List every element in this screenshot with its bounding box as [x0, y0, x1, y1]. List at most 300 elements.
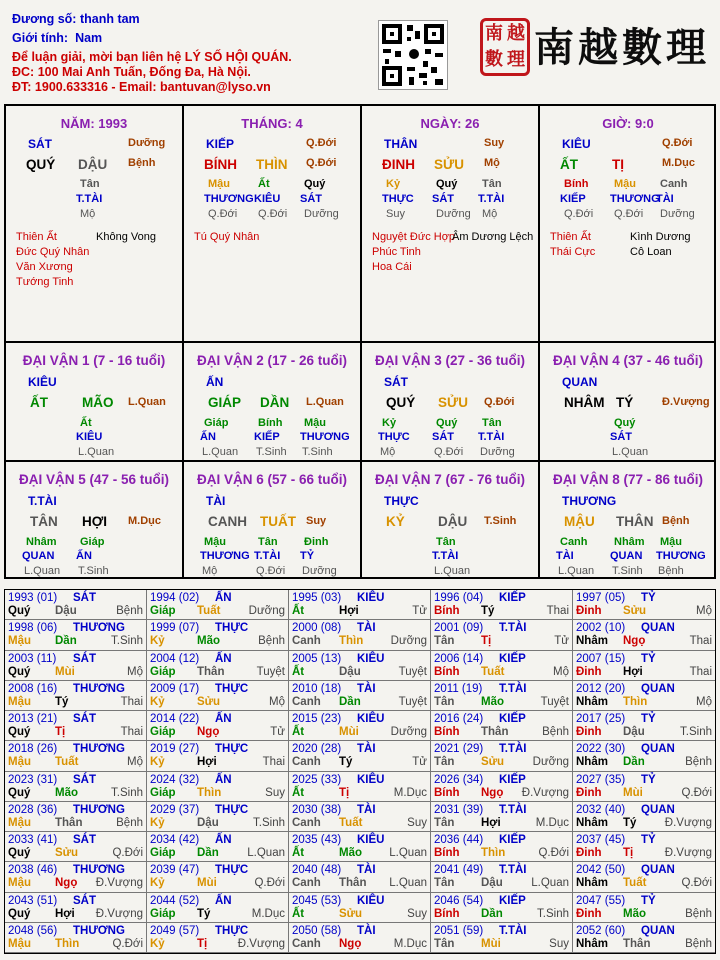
year-chi: Dần — [481, 907, 503, 920]
year-label: 2011 (19) — [434, 682, 483, 695]
year-label: 2016 (24) — [434, 713, 484, 725]
year-can: Kỷ — [150, 877, 165, 890]
year-cell — [573, 681, 715, 711]
year-phase: Mộ — [696, 695, 712, 708]
year-can: Bính — [434, 665, 460, 678]
year-phase: M.Dục — [251, 907, 285, 920]
year-star: SÁT — [73, 773, 96, 786]
dai-van-state: L.Quan — [306, 396, 344, 408]
year-label: 2000 (08) — [292, 622, 342, 635]
year-label: 2012 (20) — [576, 682, 626, 695]
year-star: QUAN — [641, 682, 675, 695]
year-cell — [147, 620, 289, 650]
pillar-cell — [362, 106, 538, 341]
year-chi: Dậu — [481, 877, 503, 890]
year-can: Đinh — [576, 726, 602, 738]
year-star: ẤN — [215, 894, 232, 907]
dai-van-cell — [6, 343, 182, 460]
year-chi: Sửu — [55, 847, 79, 859]
year-can: Bính — [434, 847, 460, 859]
year-can: Mậu — [8, 756, 31, 769]
pillar-cell — [184, 106, 360, 341]
pillar-chi: THÌN — [256, 157, 288, 172]
year-chi: Mùi — [55, 665, 75, 678]
year-chi: Mùi — [481, 937, 501, 950]
year-phase: M.Dục — [393, 937, 427, 950]
year-star: SÁT — [73, 894, 96, 907]
than-sat-left — [372, 230, 455, 275]
year-phase: Tuyệt — [398, 695, 427, 708]
year-phase: L.Quan — [247, 847, 285, 859]
year-can: Ất — [292, 726, 305, 738]
hidden-stem: Quý — [436, 417, 458, 429]
year-can: Ất — [292, 907, 305, 920]
year-phase: L.Quan — [389, 877, 427, 890]
hidden-phase: L.Quan — [202, 446, 239, 458]
year-cell — [573, 741, 715, 771]
year-label: 1995 (03) — [292, 592, 342, 604]
year-can: Kỷ — [150, 695, 165, 708]
year-label: 2032 (40) — [576, 803, 626, 816]
year-chi: Sửu — [339, 907, 363, 920]
hidden-phase: Q.Đới — [614, 208, 644, 220]
year-label: 1998 (06) — [8, 622, 58, 635]
year-can: Ất — [292, 786, 305, 799]
year-cell — [289, 620, 431, 650]
year-label: 2015 (23) — [292, 713, 342, 725]
pillar-main-star: KIẾP — [206, 137, 235, 151]
year-chi: Tuất — [623, 877, 647, 890]
year-cell — [573, 802, 715, 832]
owner-line — [12, 12, 140, 26]
year-cell — [5, 620, 147, 650]
year-cell — [431, 832, 573, 862]
year-phase: Q.Đới — [681, 786, 712, 799]
pillar-title: NGÀY: 26 — [420, 116, 480, 131]
contact-phone-email[interactable]: ĐT: 1900.633316 - Email: bantuvan@lyso.vn — [12, 80, 271, 94]
year-chi: Tý — [481, 605, 495, 617]
year-star: THỰC — [215, 924, 249, 937]
year-cell — [431, 802, 573, 832]
than-sat-right — [630, 230, 690, 260]
year-star: T.TÀI — [499, 743, 527, 756]
hidden-stem: Tân — [482, 178, 502, 190]
year-chi: Tị — [623, 847, 634, 859]
dai-van-chi: TUẤT — [260, 514, 296, 529]
year-can: Nhâm — [576, 816, 608, 829]
year-phase: Đ.Vượng — [237, 937, 285, 950]
year-star: SÁT — [73, 713, 96, 725]
year-phase: Bệnh — [685, 937, 712, 950]
year-can: Ất — [292, 605, 305, 617]
year-can: Ất — [292, 665, 305, 678]
dai-van-cell — [184, 462, 360, 581]
than-sat-left — [16, 230, 89, 290]
hidden-stem: Mậu — [660, 536, 682, 548]
hidden-star: TỶ — [300, 550, 315, 562]
year-star: KIẾP — [499, 652, 526, 665]
hidden-stem: Quý — [614, 417, 636, 429]
year-cell — [431, 681, 573, 711]
pillar-phase: Q.Đới — [662, 137, 693, 149]
year-can: Giáp — [150, 726, 176, 738]
year-label: 2033 (41) — [8, 834, 58, 846]
pillar-phase: Dưỡng — [128, 137, 166, 149]
than-sat-right — [452, 230, 533, 245]
pillar-state: Q.Đới — [306, 157, 337, 169]
year-can: Canh — [292, 937, 321, 950]
hidden-stem: Nhâm — [26, 536, 57, 548]
year-label: 2047 (55) — [576, 894, 626, 907]
year-chi: Thìn — [623, 695, 648, 708]
year-phase: L.Quan — [389, 847, 427, 859]
dai-van-title: ĐẠI VẬN 7 (67 - 76 tuổi) — [374, 472, 526, 487]
year-cell — [147, 923, 289, 953]
seal-stamp-icon — [480, 18, 530, 76]
year-star: THƯƠNG — [73, 743, 125, 756]
year-phase: Tuyệt — [540, 695, 569, 708]
hidden-star: QUAN — [22, 550, 55, 562]
year-cell — [289, 741, 431, 771]
hidden-phase: Dưỡng — [302, 565, 337, 577]
hidden-star: TÀI — [556, 550, 574, 562]
year-chi: Mão — [481, 695, 504, 708]
year-star: KIÊU — [357, 713, 385, 725]
year-star: THỰC — [215, 622, 249, 635]
year-can: Ất — [292, 847, 305, 859]
year-star: KIẾP — [499, 773, 526, 786]
year-chi: Mùi — [197, 877, 217, 890]
dai-van-star: SÁT — [384, 375, 408, 389]
year-label: 2021 (29) — [434, 743, 484, 756]
year-can: Canh — [292, 695, 321, 708]
dai-van-state: Suy — [306, 515, 327, 527]
year-cell — [5, 590, 147, 620]
year-chi: Mão — [55, 786, 78, 799]
dai-van-cell — [540, 343, 716, 460]
year-cell — [147, 893, 289, 923]
year-chi: Tuất — [197, 605, 221, 617]
year-chi: Thân — [197, 665, 225, 678]
hidden-star: TÀI — [656, 193, 674, 205]
than-sat-item: Văn Xương — [16, 261, 73, 273]
year-star: TỶ — [641, 713, 656, 725]
year-chi: Mão — [339, 847, 362, 859]
year-star: THƯƠNG — [73, 924, 125, 937]
year-label: 2028 (36) — [8, 803, 58, 816]
dai-van-state: L.Quan — [128, 396, 166, 408]
year-label: 2022 (30) — [576, 743, 626, 756]
year-star: ẤN — [215, 773, 232, 786]
year-label: 2004 (12) — [150, 652, 200, 665]
pillar-can: BÍNH — [204, 157, 237, 172]
hidden-phase: Dưỡng — [480, 446, 515, 458]
year-star: ẤN — [215, 592, 232, 604]
year-chi: Ngọ — [481, 786, 504, 799]
dai-van-chi: THÂN — [616, 514, 654, 529]
year-star: QUAN — [641, 864, 675, 877]
year-star: TÀI — [357, 864, 376, 877]
year-chi: Thìn — [197, 786, 222, 799]
dai-van-can: ẤT — [30, 395, 48, 410]
year-cell — [289, 923, 431, 953]
year-label: 2042 (50) — [576, 864, 626, 877]
year-chi: Dần — [623, 756, 645, 769]
year-can: Mậu — [8, 695, 31, 708]
dai-van-chi: SỬU — [438, 395, 468, 410]
hidden-star: T.TÀI — [432, 550, 459, 562]
than-sat-left — [550, 230, 595, 260]
year-cell — [573, 923, 715, 953]
year-cell — [573, 590, 715, 620]
year-phase: Dưỡng — [390, 635, 427, 648]
year-cell — [289, 832, 431, 862]
than-sat-item: Hoa Cái — [372, 261, 412, 273]
year-phase: Bệnh — [258, 635, 285, 648]
year-label: 1997 (05) — [576, 592, 626, 604]
dai-van-can: CANH — [208, 514, 247, 529]
hidden-phase: Mộ — [202, 565, 218, 577]
pillar-chi: TỊ — [612, 157, 624, 172]
year-can: Bính — [434, 907, 460, 920]
year-cell — [431, 772, 573, 802]
year-chi: Hợi — [55, 907, 75, 920]
year-can: Mậu — [8, 877, 31, 890]
year-cell — [5, 741, 147, 771]
year-label: 2052 (60) — [576, 924, 626, 937]
year-can: Tân — [434, 877, 455, 890]
dai-van-chi: TÝ — [616, 395, 634, 410]
dai-van-star: KIÊU — [28, 375, 57, 389]
year-chi: Thân — [623, 937, 651, 950]
year-cell — [147, 802, 289, 832]
dai-van-state: Đ.Vượng — [662, 396, 710, 408]
year-cell — [431, 711, 573, 741]
hidden-stem: Canh — [560, 536, 588, 548]
seal-char-3: 數 — [485, 49, 503, 70]
seal-char-4: 理 — [507, 49, 525, 70]
year-can: Bính — [434, 605, 460, 617]
pillar-can: ĐINH — [382, 157, 415, 172]
year-chi: Tị — [481, 635, 492, 648]
hidden-stem: Mậu — [204, 536, 226, 548]
year-cell — [147, 772, 289, 802]
year-can: Tân — [434, 816, 455, 829]
year-phase: Tuyệt — [398, 665, 427, 678]
year-chi: Dậu — [623, 726, 645, 738]
year-phase: Q.Đới — [254, 877, 285, 890]
year-star: T.TÀI — [499, 803, 527, 816]
dai-van-cell — [362, 462, 538, 581]
year-can: Bính — [434, 726, 460, 738]
year-cell — [431, 590, 573, 620]
year-chi: Hợi — [339, 605, 359, 617]
year-can: Mậu — [8, 635, 31, 648]
dai-van-star: THỰC — [384, 494, 419, 508]
hidden-phase: L.Quan — [24, 565, 61, 577]
year-star: THƯƠNG — [73, 682, 125, 695]
year-cell — [289, 772, 431, 802]
contact-address: ĐC: 100 Mai Anh Tuấn, Đống Đa, Hà Nội. — [12, 65, 251, 79]
year-chi: Dần — [197, 847, 219, 859]
year-label: 2049 (57) — [150, 924, 200, 937]
year-chi: Hợi — [481, 816, 501, 829]
year-label: 2030 (38) — [292, 803, 342, 816]
year-chi: Hợi — [623, 665, 643, 678]
year-label: 2027 (35) — [576, 773, 626, 786]
pillar-cell — [540, 106, 716, 341]
year-star: QUAN — [641, 622, 675, 635]
year-chi: Tị — [197, 937, 208, 950]
year-label: 2001 (09) — [434, 622, 484, 635]
year-cell — [5, 772, 147, 802]
year-can: Quý — [8, 786, 31, 799]
year-phase: Tử — [412, 756, 427, 769]
year-star: T.TÀI — [499, 622, 527, 635]
year-star: QUAN — [641, 803, 675, 816]
year-can: Kỷ — [150, 635, 165, 648]
hidden-star: KIÊU — [254, 193, 281, 205]
year-label: 1993 (01) — [8, 592, 58, 604]
year-cell — [5, 832, 147, 862]
year-label: 2026 (34) — [434, 773, 484, 786]
year-chi: Tuất — [339, 816, 363, 829]
year-chi: Dậu — [197, 816, 219, 829]
year-phase: Thai — [689, 665, 712, 678]
dai-van-can: KỶ — [386, 514, 405, 529]
year-can: Quý — [8, 665, 31, 678]
hidden-stem: Mậu — [304, 417, 326, 429]
gender-line — [12, 31, 102, 45]
year-chi: Sửu — [481, 756, 505, 769]
year-chi: Thìn — [339, 635, 364, 648]
year-phase: M.Dục — [393, 786, 427, 799]
site-logo: 南越數理 — [534, 24, 710, 71]
hidden-star: SÁT — [300, 193, 322, 205]
year-star: KIÊU — [357, 592, 385, 604]
year-cell — [5, 802, 147, 832]
hidden-star: T.TÀI — [478, 193, 505, 205]
year-label: 1999 (07) — [150, 622, 200, 635]
year-phase: Suy — [407, 816, 427, 829]
year-label: 2010 (18) — [292, 682, 342, 695]
year-label: 2037 (45) — [576, 834, 626, 846]
hidden-stem: Tân — [436, 536, 456, 548]
year-chi: Ngọ — [197, 726, 220, 738]
year-can: Quý — [8, 605, 31, 617]
than-sat-item: Thái Cực — [550, 246, 596, 258]
year-chi: Thân — [481, 726, 509, 738]
year-star: SÁT — [73, 652, 96, 665]
year-can: Kỷ — [150, 756, 165, 769]
qr-code-icon[interactable] — [378, 20, 448, 90]
year-chi: Dậu — [339, 665, 361, 678]
year-star: THƯƠNG — [73, 864, 125, 877]
dai-van-state: M.Dục — [128, 515, 161, 527]
year-star: KIẾP — [499, 713, 526, 725]
dai-van-title: ĐẠI VẬN 4 (37 - 46 tuổi) — [552, 353, 704, 368]
dai-van-star: QUAN — [562, 375, 598, 389]
year-cell — [431, 923, 573, 953]
year-cell — [573, 620, 715, 650]
pillar-main-star: SÁT — [28, 137, 52, 151]
pillar-state: Mộ — [484, 157, 500, 169]
pillar-chi: DẬU — [78, 157, 108, 172]
year-phase: Suy — [549, 937, 569, 950]
year-cell — [5, 711, 147, 741]
year-can: Đinh — [576, 605, 602, 617]
hidden-phase: Dưỡng — [436, 208, 471, 220]
gender-value: Nam — [75, 31, 103, 45]
year-phase: Đ.Vượng — [664, 816, 712, 829]
year-phase: Q.Đới — [112, 937, 143, 950]
year-star: T.TÀI — [499, 682, 527, 695]
year-star: THỰC — [215, 803, 249, 816]
than-sat-item: Đức Quý Nhân — [16, 246, 90, 258]
year-cell — [573, 862, 715, 892]
year-phase: Q.Đới — [112, 847, 143, 859]
year-star: KIÊU — [357, 894, 385, 907]
year-cell — [431, 862, 573, 892]
year-can: Nhâm — [576, 756, 608, 769]
dai-van-title: ĐẠI VẬN 5 (47 - 56 tuổi) — [18, 472, 170, 487]
hidden-stem: Nhâm — [614, 536, 645, 548]
hidden-phase: Dưỡng — [660, 208, 695, 220]
year-label: 2013 (21) — [8, 713, 58, 725]
hidden-phase: L.Quan — [612, 446, 649, 458]
year-can: Kỷ — [150, 937, 165, 950]
year-can: Bính — [434, 786, 460, 799]
dai-van-star: THƯƠNG — [562, 494, 617, 508]
year-phase: Thai — [546, 605, 569, 617]
hidden-star: THƯƠNG — [204, 193, 254, 205]
than-sat-item: Thiên Ất — [550, 231, 591, 243]
year-star: TÀI — [357, 682, 376, 695]
year-star: ẤN — [215, 713, 232, 725]
year-phase: Tuyệt — [256, 665, 285, 678]
year-can: Tân — [434, 635, 455, 648]
annual-luck-table — [4, 589, 716, 954]
year-can: Giáp — [150, 847, 176, 859]
year-star: KIÊU — [357, 652, 385, 665]
hidden-phase: Q.Đới — [434, 446, 464, 458]
dai-van-cell — [6, 462, 182, 581]
year-chi: Thân — [55, 816, 83, 829]
year-can: Giáp — [150, 786, 176, 799]
year-cell — [289, 681, 431, 711]
year-star: THƯƠNG — [73, 803, 125, 816]
year-label: 2048 (56) — [8, 924, 58, 937]
than-sat-item: Cô Loan — [630, 246, 672, 258]
year-phase: T.Sinh — [253, 816, 285, 829]
year-can: Canh — [292, 877, 321, 890]
year-cell — [147, 681, 289, 711]
year-cell — [147, 651, 289, 681]
year-cell — [431, 620, 573, 650]
than-sat-item: Tú Quý Nhân — [194, 231, 260, 243]
pillar-chi: SỬU — [434, 157, 464, 172]
dai-van-chi: MÃO — [82, 395, 114, 410]
year-cell — [573, 893, 715, 923]
year-phase: Đ.Vượng — [95, 877, 143, 890]
year-label: 2020 (28) — [292, 743, 342, 756]
hidden-star: KIẾP — [560, 193, 586, 205]
pillar-main-star: THÂN — [384, 137, 418, 151]
hidden-stem: Mậu — [614, 178, 636, 190]
year-chi: Hợi — [197, 756, 217, 769]
than-sat-item: Nguyệt Đức Hợp — [372, 231, 456, 243]
year-cell — [289, 651, 431, 681]
